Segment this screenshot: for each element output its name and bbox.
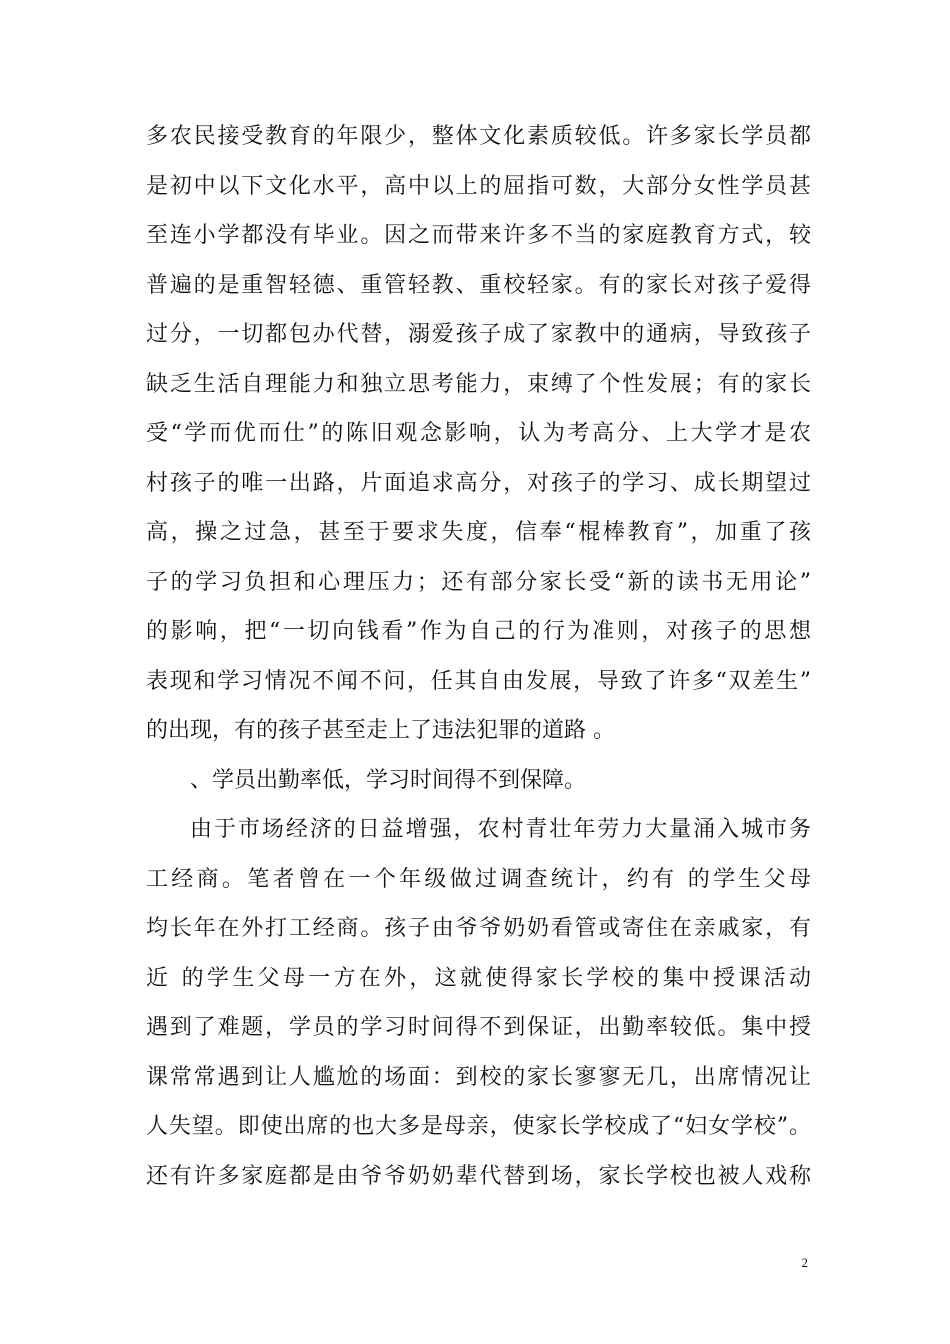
text-line: 课常常遇到让人尴尬的场面：到校的家长寥寥无几，出席情况让 [146,1064,811,1090]
text-line: 普遍的是重智轻德、重管轻教、重校轻家。有的家长对孩子爱得 [146,272,811,298]
text-line: 过分，一切都包办代替，溺爱孩子成了家教中的通病，导致孩子 [146,322,811,347]
text-line: 的出现，有的孩子甚至走上了违法犯罪的道路 。 [146,718,615,743]
text-line: 还有许多家庭都是由爷爷奶奶辈代替到场，家长学校也被人戏称 [146,1163,811,1189]
section-heading: 、学员出勤率低，学习时间得不到保障。 [190,767,587,793]
text-line: 多农民接受教育的年限少，整体文化素质较低。许多家长学员都 [146,124,811,149]
text-line: 受“学而优而仕”的陈旧观念影响，认为考高分、上大学才是农 [146,421,811,446]
page-number: 2 [801,1255,808,1270]
text-line: 至连小学都没有毕业。因之而带来许多不当的家庭教育方式，较 [146,223,811,248]
text-line: 由于市场经济的日益增强，农村青壮年劳力大量涌入城市务 [190,817,811,842]
text-line: 人失望。即使出席的也大多是母亲，使家长学校成了“妇女学校”。 [146,1114,811,1139]
text-line: 村孩子的唯一出路，片面追求高分，对孩子的学习、成长期望过 [146,470,811,496]
text-line: 子的学习负担和心理压力；还有部分家长受“新的读书无用论” [146,569,811,595]
body-text [146,112,811,1201]
text-line: 的影响，把“一切向钱看”作为自己的行为准则，对孩子的思想 [146,619,811,644]
text-line: 是初中以下文化水平，高中以上的屈指可数，大部分女性学员甚 [146,173,811,199]
text-line: 工经商。笔者曾在一个年级做过调查统计，约有 的学生父母 [146,866,811,892]
text-line: 高，操之过急，甚至于要求失度，信奉“棍棒教育”，加重了孩 [146,520,811,545]
text-line: 近 的学生父母一方在外，这就使得家长学校的集中授课活动 [146,965,811,991]
text-line: 均长年在外打工经商。孩子由爷爷奶奶看管或寄住在亲戚家，有 [146,916,811,941]
text-line: 缺乏生活自理能力和独立思考能力，束缚了个性发展；有的家长 [146,371,811,397]
text-line: 表现和学习情况不闻不问，任其自由发展，导致了许多“双差生” [146,668,811,694]
text-line: 遇到了难题，学员的学习时间得不到保证，出勤率较低。集中授 [146,1015,811,1040]
